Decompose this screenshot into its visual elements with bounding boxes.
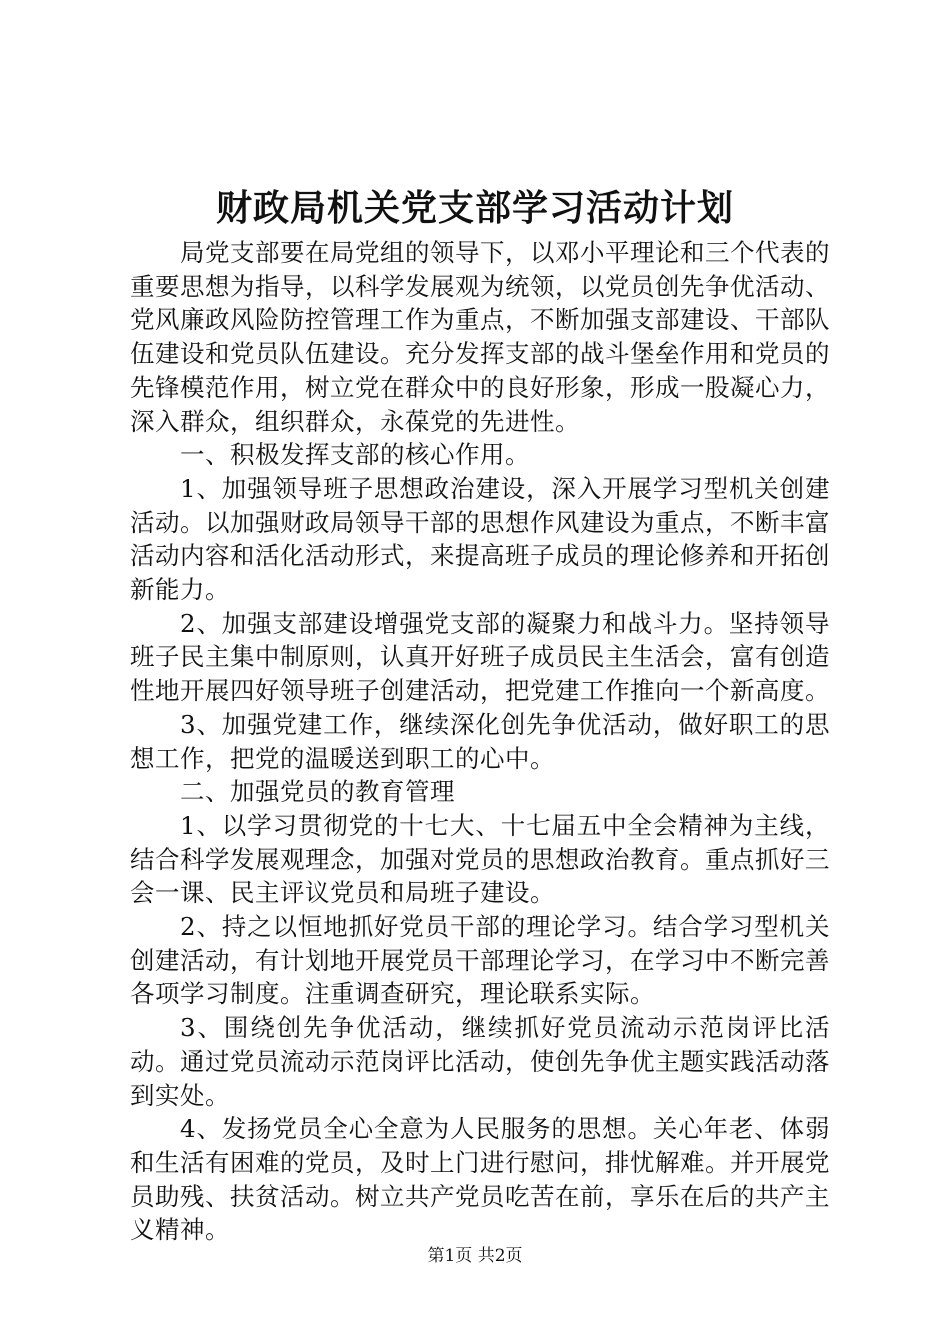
document-body — [130, 236, 830, 1247]
document-title: 财政局机关党支部学习活动计划 — [215, 187, 734, 229]
section-heading-1: 一、积极发挥支部的核心作用。 — [180, 440, 530, 470]
section-heading-2: 二、加强党员的教育管理 — [180, 777, 455, 807]
paragraph-2-2: 2、持之以恒地抓好党员干部的理论学习。结合学习型机关创建活动，有计划地开展党员干部理论学习，在学习中不断完善各项学习制度。注重调查研究，理论联系实际。 — [130, 912, 830, 1009]
paragraph-1-1: 1、加强领导班子思想政治建设，深入开展学习型机关创建活动。以加强财政局领导干部的思想作风建设为重点，不断丰富活动内容和活化活动形式，来提高班子成员的理论修养和开拓创新能力。 — [130, 473, 830, 605]
page-number-footer: 第1页 共2页 — [427, 1246, 523, 1266]
paragraph-intro: 局党支部要在局党组的领导下，以邓小平理论和三个代表的重要思想为指导，以科学发展观为统领，以党员创先争优活动、党风廉政风险防控管理工作为重点，不断加强支部建设、干部队伍建设和党员队伍建设。充分发挥支部的战斗堡垒作用和党员的先锋模范作用，树立党在群众中的良好形象，形成一股凝心力，深入群众，组织群众，永葆党的先进性。 — [130, 238, 830, 436]
paragraph-1-3: 3、加强党建工作，继续深化创先争优活动，做好职工的思想工作，把党的温暖送到职工的心中。 — [130, 709, 830, 773]
paragraph-2-3: 3、围绕创先争优活动，继续抓好党员流动示范岗评比活动。通过党员流动示范岗评比活动，使创先争优主题实践活动落到实处。 — [130, 1013, 830, 1110]
paragraph-2-4: 4、发扬党员全心全意为人民服务的思想。关心年老、体弱和生活有困难的党员，及时上门进行慰问，排忧解难。并开展党员助残、扶贫活动。树立共产党员吃苦在前，享乐在后的共产主义精神。 — [130, 1114, 830, 1245]
paragraph-1-2: 2、加强支部建设增强党支部的凝聚力和战斗力。坚持领导班子民主集中制原则，认真开好班子成员民主生活会，富有创造性地开展四好领导班子创建活动，把党建工作推向一个新高度。 — [130, 608, 830, 706]
paragraph-2-1: 1、以学习贯彻党的十七大、十七届五中全会精神为主线，结合科学发展观理念，加强对党员的思想政治教育。重点抓好三会一课、民主评议党员和局班子建设。 — [130, 810, 830, 908]
